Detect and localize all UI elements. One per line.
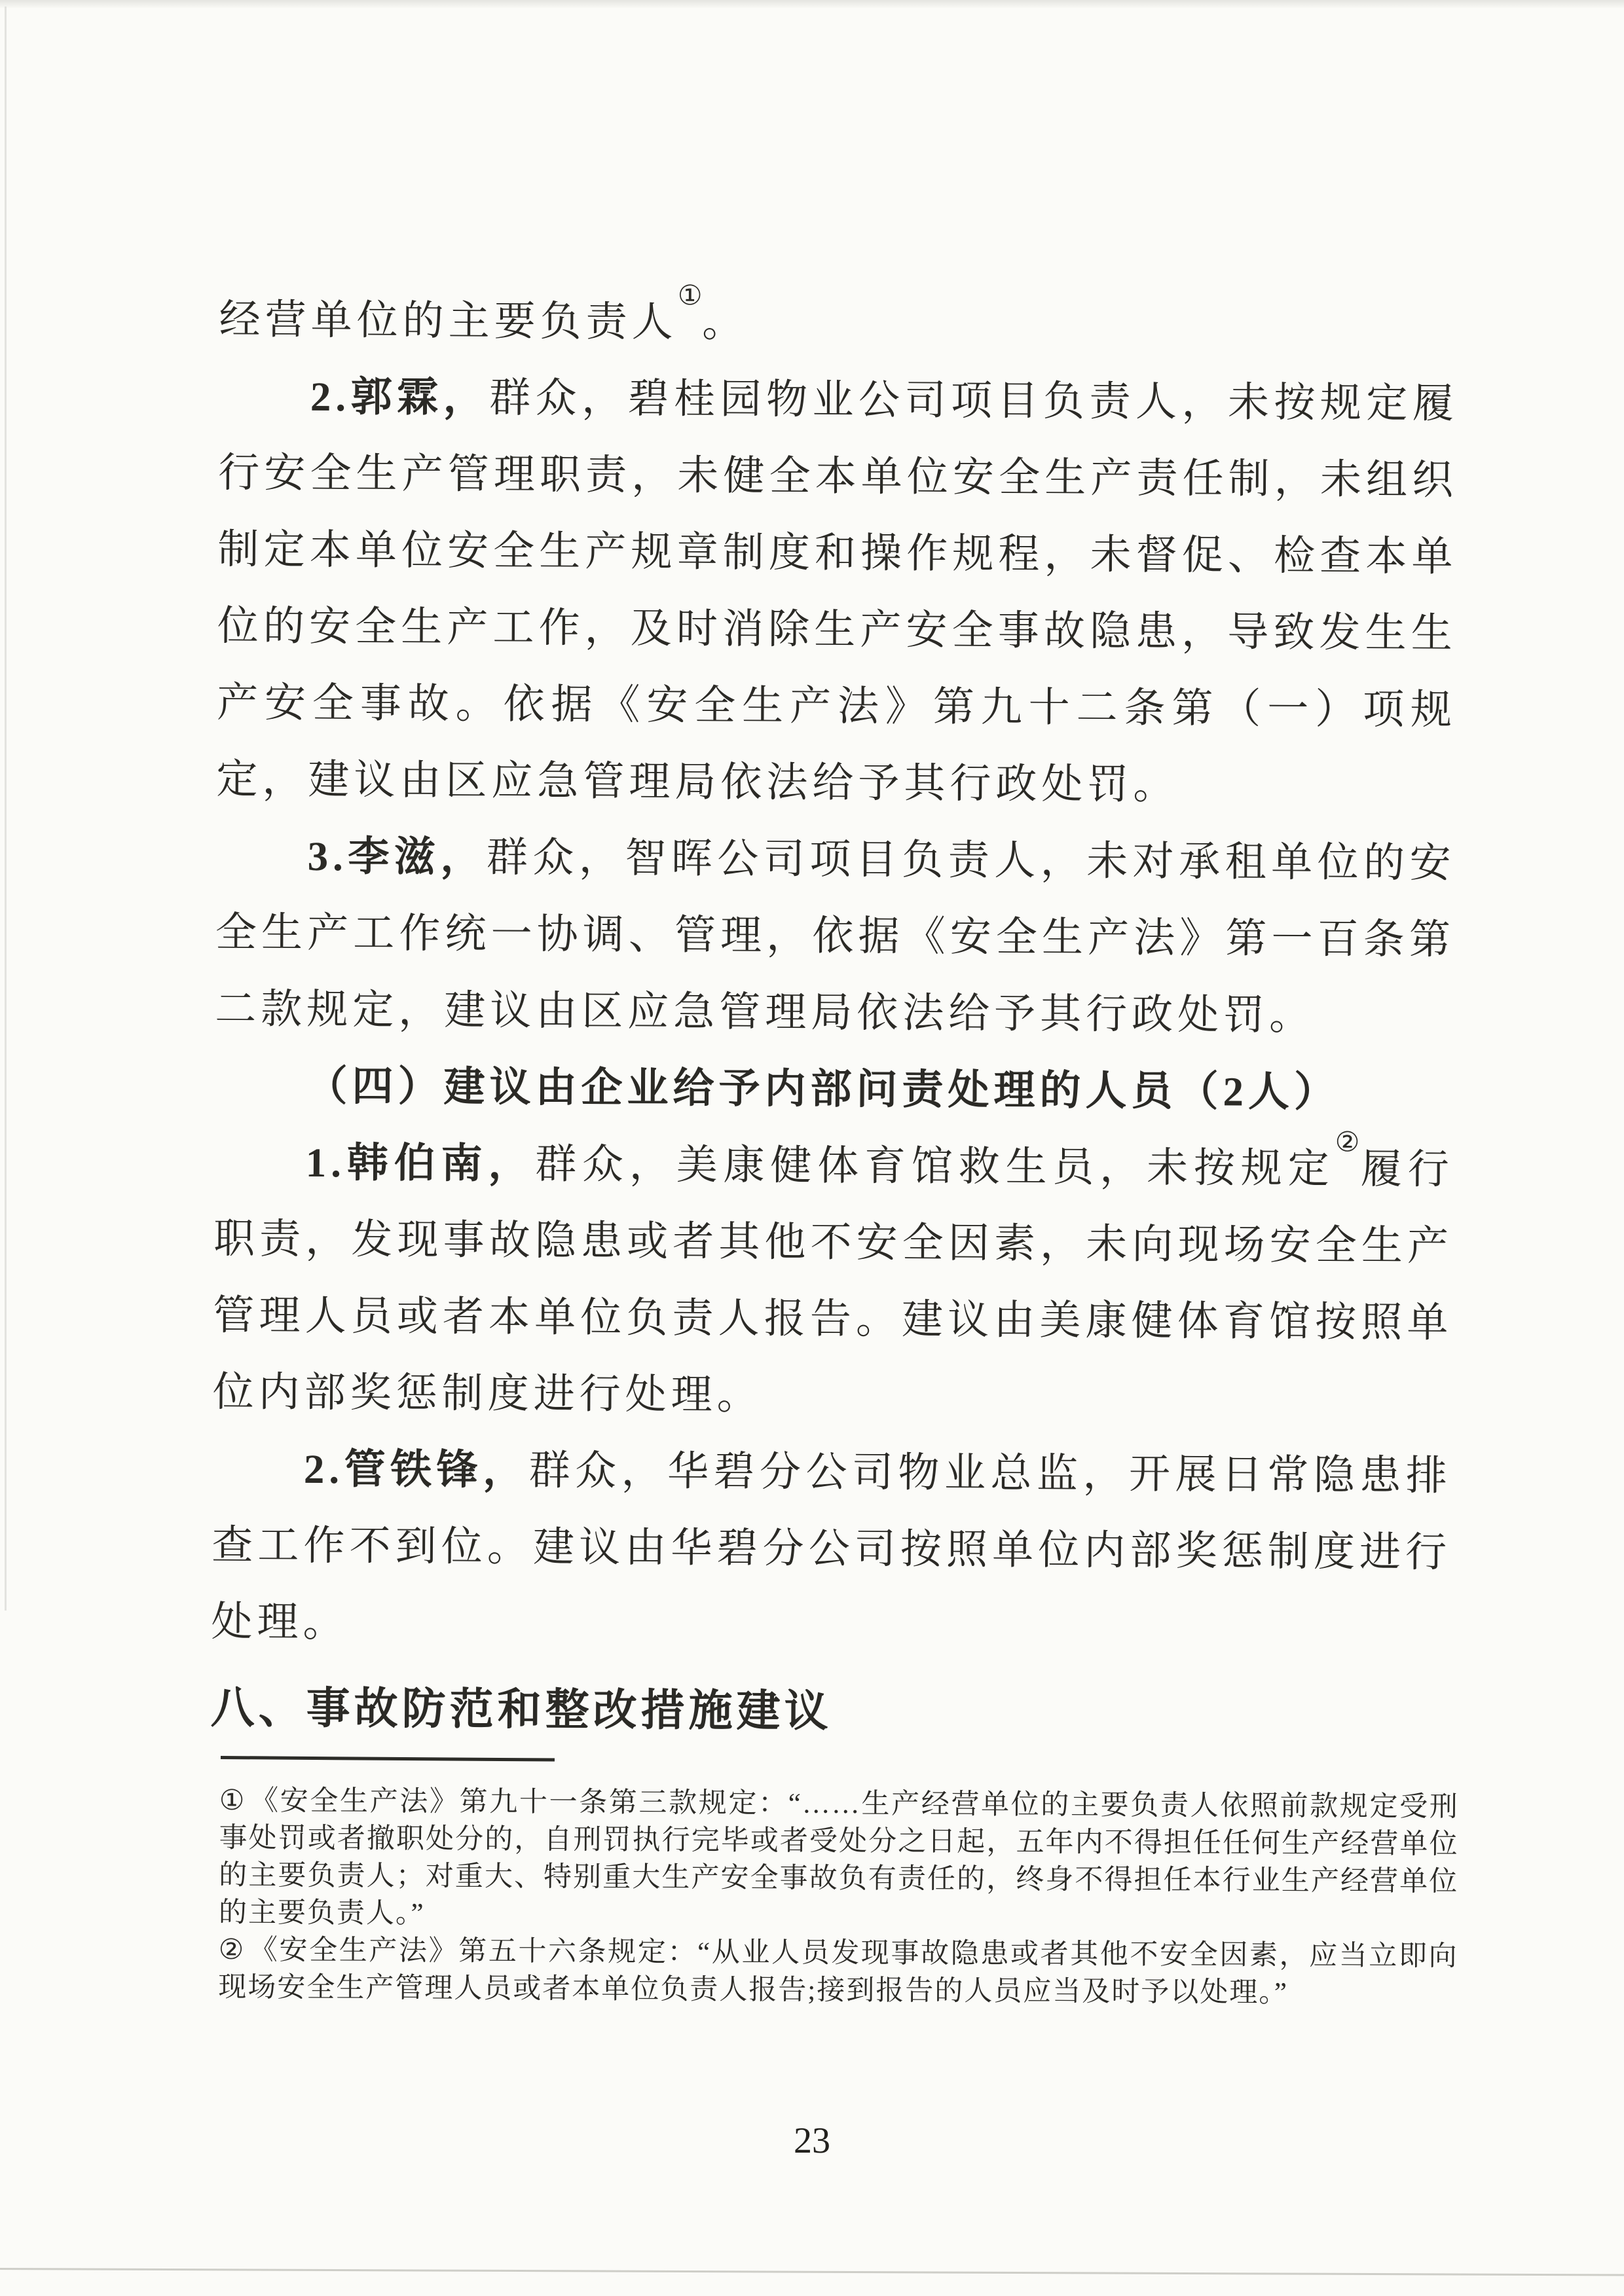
footnote-2 [218, 1931, 1458, 2013]
footnote-ref-1: ① [677, 281, 703, 312]
paragraph-lizi [215, 818, 1456, 1055]
heading-section-four: （四）建议由企业给予内部问责处理的人员（2人） [306, 1063, 1340, 1116]
scan-edge-top [0, 0, 1624, 8]
document-body [210, 282, 1459, 1754]
scan-edge-bottom [0, 2268, 1624, 2276]
footnote-separator [221, 1756, 555, 1762]
heading-section-eight: 八、事故防范和整改措施建议 [210, 1683, 832, 1736]
footnote-text: 《安全生产法》第五十六条规定：“从业人员发现事故隐患或者其他不安全因素，应当立即向现场安全生产管理人员或者本单位负责人报告;接到报告的人员应当及时予以处理。” [218, 1935, 1458, 2009]
footnotes-block [218, 1782, 1459, 2013]
footnote-marker-2: ② [218, 1934, 246, 1966]
footnote-ref-2: ② [1335, 1127, 1361, 1158]
paragraph-text: 群众，智晖公司项目负责人，未对承租单位的安全生产工作统一协调、管理，依据《安全生产法》第一百条第二款规定，建议由区应急管理局依法给予其行政处罚。 [214, 834, 1456, 1039]
paragraph-text: 群众，华碧分公司物业总监，开展日常隐患排查工作不到位。建议由华碧分公司按照单位内部奖惩制度进行处理。 [211, 1447, 1452, 1646]
paragraph-continuation [219, 282, 1459, 366]
person-name-bold: 2.管铁锋， [303, 1446, 529, 1493]
paragraph-hanbonan [212, 1124, 1454, 1438]
scan-edge-left [5, 7, 7, 1611]
person-name-bold: 2.郭霖， [310, 373, 490, 421]
paragraph-guolin [216, 358, 1458, 826]
footnote-text: 《安全生产法》第九十一条第三款规定：“……生产经营单位的主要负责人依照前款规定受刑事处罚或者撤职处分的，自刑罚执行完毕或者受处分之日起，五年内不得担任任何生产经营单位的主要负责人；对重大、特别重大生产安全事故负有责任的，终身不得担任本行业生产经营单位的主要负责人。” [218, 1785, 1459, 1929]
footnote-marker-1: ① [219, 1785, 247, 1817]
paragraph-text: 群众，美康健体育馆救生员，未按规定 [534, 1140, 1335, 1192]
paragraph-guantiefeng [211, 1430, 1452, 1668]
paragraph-text: 。 [702, 299, 748, 346]
paragraph-text: 群众，碧桂园物业公司项目负责人，未按规定履行安全生产管理职责，未健全本单位安全生产责任制，未组织制定本单位安全生产规章制度和操作规程，未督促、检查本单位的安全生产工作，及时消除生产安全事故隐患，导致发生生产安全事故。依据《安全生产法》第九十二条第（一）项规定，建议由区应急管理局依法给予其行政处罚。 [216, 374, 1459, 808]
paragraph-text: 履行职责，发现事故隐患或者其他不安全因素，未向现场安全生产管理人员或者本单位负责人报告。建议由美康健体育馆按照单位内部奖惩制度进行处理。 [212, 1146, 1454, 1419]
page-number: 23 [794, 2121, 830, 2161]
person-name-bold: 3.李滋， [307, 833, 487, 881]
footnote-1 [219, 1782, 1459, 1938]
paragraph-text: 经营单位的主要负责人 [219, 296, 678, 346]
person-name-bold: 1.韩伯南， [305, 1139, 536, 1187]
